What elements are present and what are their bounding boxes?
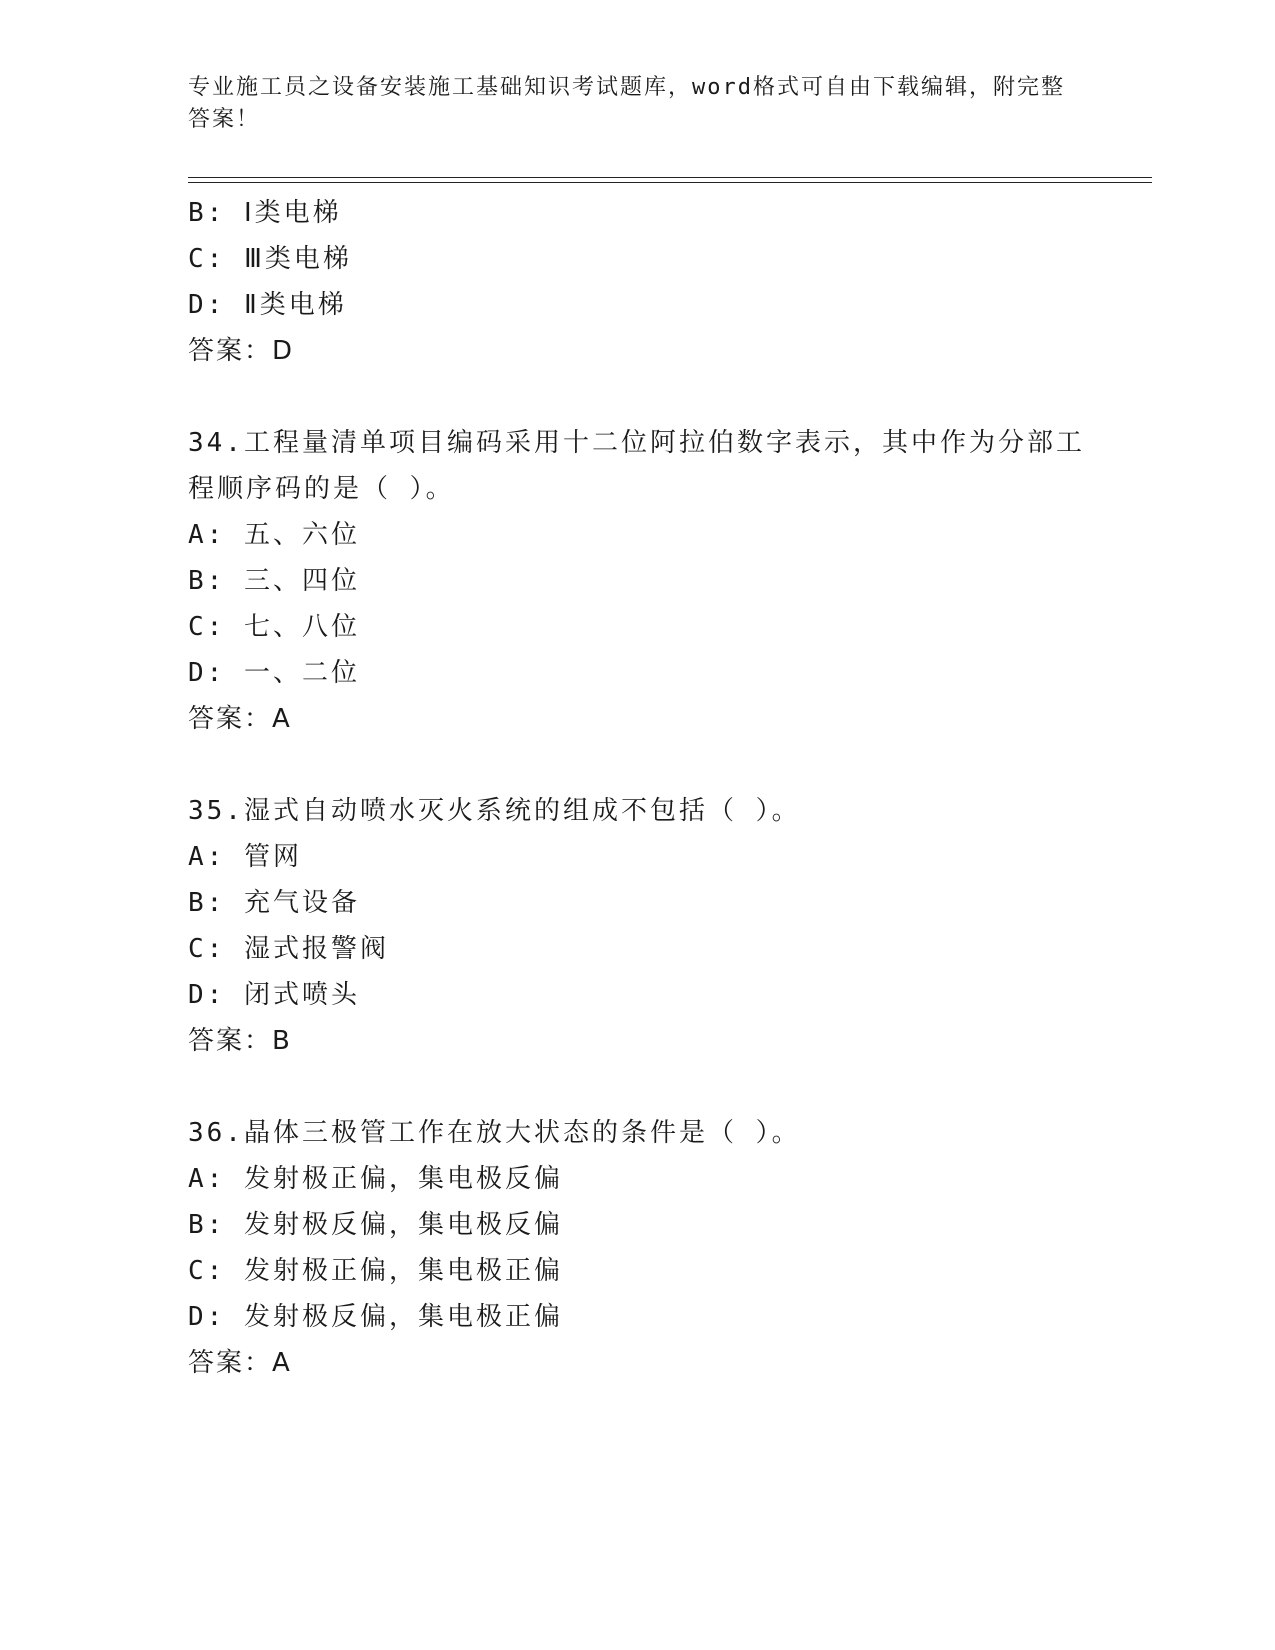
document-body bbox=[188, 190, 1088, 1386]
header-divider-bottom bbox=[188, 182, 1152, 183]
option-c: C: Ⅲ类电梯 bbox=[188, 244, 352, 274]
option-b: B: Ⅰ类电梯 bbox=[188, 198, 342, 228]
option-c: C: 七、八位 bbox=[188, 612, 360, 642]
question-block-33-tail bbox=[188, 190, 1088, 374]
option-d: D: 发射极反偏，集电极正偏 bbox=[188, 1302, 563, 1332]
question-stem: 36.晶体三极管工作在放大状态的条件是（ ）。 bbox=[188, 1118, 801, 1148]
option-d: D: Ⅱ类电梯 bbox=[188, 290, 347, 320]
question-stem: 35.湿式自动喷水灭火系统的组成不包括（ ）。 bbox=[188, 796, 801, 826]
option-b: B: 三、四位 bbox=[188, 566, 360, 596]
option-a: A: 五、六位 bbox=[188, 520, 360, 550]
answer-line: 答案：B bbox=[188, 1026, 292, 1056]
question-stem: 34.工程量清单项目编码采用十二位阿拉伯数字表示，其中作为分部工程顺序码的是（ ）。 bbox=[188, 428, 1085, 504]
question-block-34 bbox=[188, 420, 1088, 742]
page-header: 专业施工员之设备安装施工基础知识考试题库，word格式可自由下载编辑，附完整答案！ bbox=[188, 75, 1065, 132]
header-divider-top bbox=[188, 177, 1152, 178]
option-d: D: 闭式喷头 bbox=[188, 980, 360, 1010]
answer-line: 答案：D bbox=[188, 336, 295, 366]
option-c: C: 湿式报警阀 bbox=[188, 934, 389, 964]
answer-line: 答案：A bbox=[188, 1348, 292, 1378]
option-d: D: 一、二位 bbox=[188, 658, 360, 688]
option-a: A: 管网 bbox=[188, 842, 302, 872]
option-c: C: 发射极正偏，集电极正偏 bbox=[188, 1256, 563, 1286]
option-a: A: 发射极正偏，集电极反偏 bbox=[188, 1164, 563, 1194]
question-block-36 bbox=[188, 1110, 1088, 1386]
question-block-35 bbox=[188, 788, 1088, 1064]
option-b: B: 发射极反偏，集电极反偏 bbox=[188, 1210, 563, 1240]
answer-line: 答案：A bbox=[188, 704, 292, 734]
option-b: B: 充气设备 bbox=[188, 888, 360, 918]
